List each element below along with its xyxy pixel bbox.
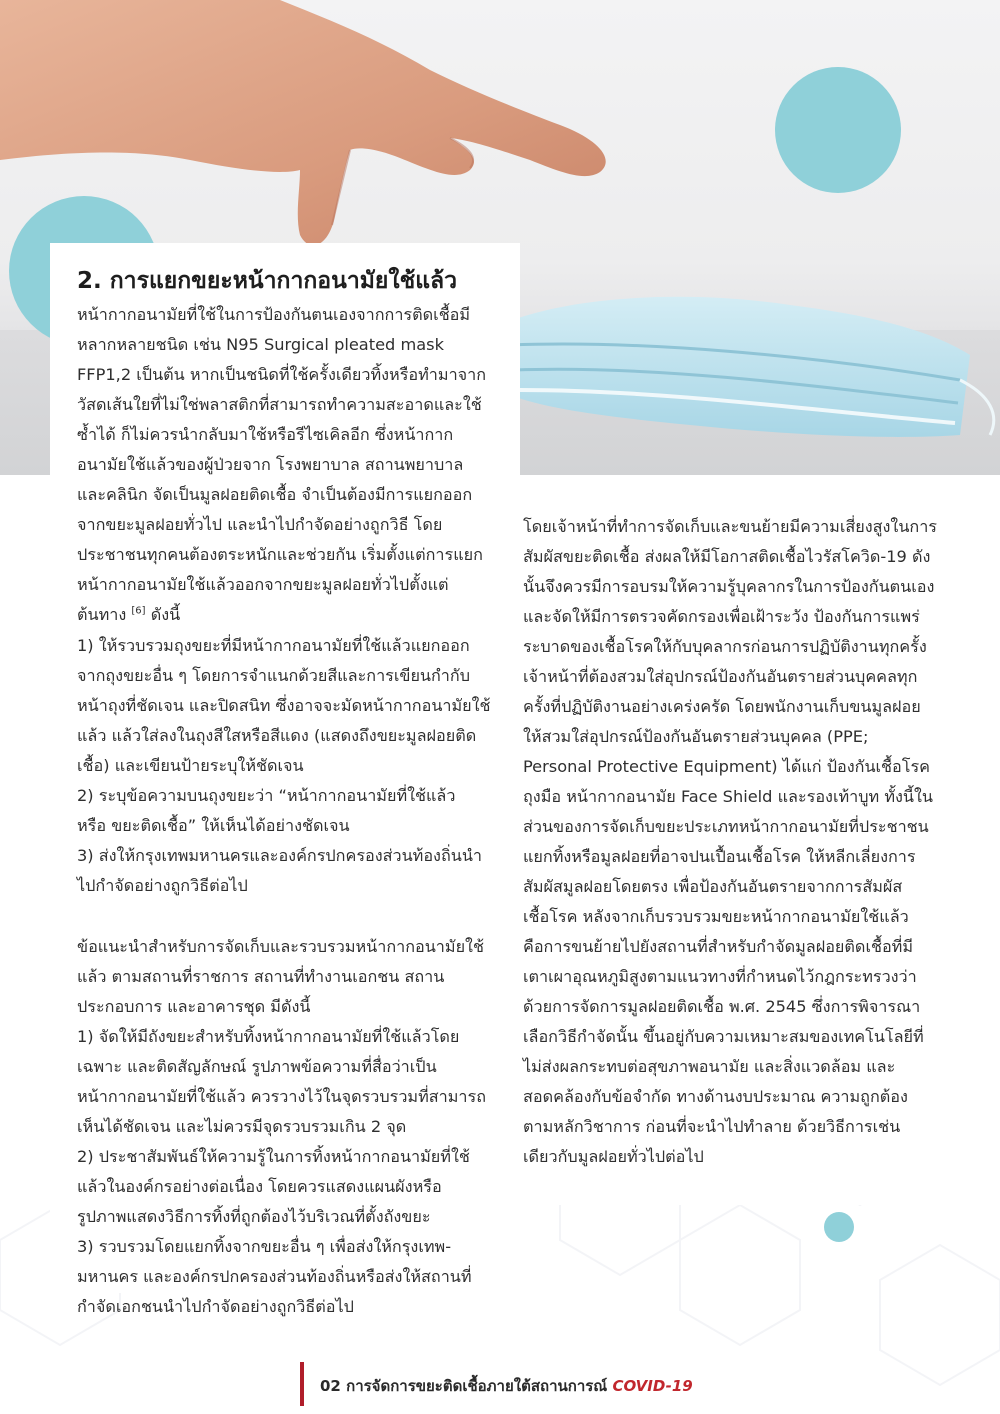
right-line: คือการขนย้ายไปยังสถานที่สำหรับกำจัดมูลฝอยติดเชื้อที่มี (523, 937, 914, 956)
footer-title-text: การจัดการขยะติดเชื้อภายใต้สถานการณ์ (346, 1377, 608, 1395)
step-line: 1) ให้รวบรวมถุงขยะที่มีหน้ากากอนามัยที่ใช้แล้วแยกออก (77, 636, 470, 655)
right-line: เลือกวิธีกำจัดนั้น ขึ้นอยู่กับความเหมาะสมของเทคโนโลยีที่ (523, 1027, 924, 1046)
right-line: สอดคล้องกับข้อจำกัด ทางด้านงบประมาณ ความถูกต้อง (523, 1087, 908, 1106)
intro-line: วัสดเส้นใยที่ไม่ใช่พลาสติกที่สามารถทำความสะอาดและใช้ (77, 395, 482, 414)
advice-line: 1) จัดให้มีถังขยะสำหรับทิ้งหน้ากากอนามัยที่ใช้แล้วโดย (77, 1027, 460, 1046)
footer-accent-bar (300, 1362, 304, 1406)
intro-paragraph (77, 300, 507, 630)
advice-line: แล้วในองค์กรอย่างต่อเนื่อง โดยควรแสดงแผนผังหรือ (77, 1177, 442, 1196)
advice-line: เฉพาะ และติดสัญลักษณ์ รูปภาพข้อความที่สื่อว่าเป็น (77, 1057, 437, 1076)
intro-line: หลากหลายชนิด เช่น N95 Surgical pleated mask (77, 335, 444, 354)
advice-line: กำจัดเอกชนนำไปกำจัดอย่างถูกวิธีต่อไป (77, 1297, 354, 1316)
intro-last-start: ต้นทาง (77, 605, 127, 624)
face-mask-illustration (490, 285, 1000, 465)
right-line: ส่วนของการจัดเก็บขยะประเภทหน้ากากอนามัยที่ประชาชน (523, 817, 929, 836)
page-number: 02 (320, 1377, 341, 1395)
advice-line: ข้อแนะนำสำหรับการจัดเก็บและรวบรวมหน้ากากอนามัยใช้ (77, 937, 484, 956)
reference-superscript: [6] (131, 605, 146, 617)
right-line: ด้วยการจัดการมูลฝอยติดเชื้อ พ.ศ. 2545 ซึ่งการพิจารณา (523, 997, 921, 1016)
advice-line: แล้ว ตามสถานที่ราชการ สถานที่ทำงานเอกชน สถาน (77, 967, 445, 986)
intro-line: ประชาชนทุกคนต้องตระหนักและช่วยกัน เริ่มตั้งแต่การแยก (77, 545, 483, 564)
right-line: เดียวกับมูลฝอยทั่วไปต่อไป (523, 1147, 704, 1166)
right-line: ระบาดของเชื้อโรคให้กับบุคลากรก่อนการปฏิบัติงานทุกครั้ง (523, 637, 927, 656)
advice-line: 3) รวบรวมโดยแยกทิ้งจากขยะอื่น ๆ เพื่อส่งให้กรุงเทพ- (77, 1237, 452, 1256)
intro-line: หน้ากากอนามัยที่ใช้ในการป้องกันตนเองจากการติดเชื้อมี (77, 305, 471, 324)
right-line: สัมผัสมูลฝอยโดยตรง เพื่อป้องกันอันตรายจากการสัมผัส (523, 877, 903, 896)
right-line: ถุงมือ หน้ากากอนามัย Face Shield และรองเท้าบูท ทั้งนี้ใน (523, 787, 933, 806)
right-line: ตามหลักวิชาการ ก่อนที่จะนำไปทำลาย ด้วยวิธีการเช่น (523, 1117, 901, 1136)
advice-line: ประกอบการ และอาคารชุด มีดังนี้ (77, 997, 311, 1016)
page-footer (300, 1362, 800, 1406)
right-line: ให้สวมใส่อุปกรณ์ป้องกันอันตรายส่วนบุคคล (PPE; (523, 727, 869, 746)
step-line: 2) ระบุข้อความบนถุงขยะว่า “หน้ากากอนามัยที่ใช้แล้ว (77, 786, 456, 805)
decorative-circle-bottom-right (824, 1212, 854, 1242)
steps-list (77, 631, 507, 901)
step-line: 3) ส่งให้กรุงเทพมหานครและองค์กรปกครองส่วนท้องถิ่นนำ (77, 846, 482, 865)
advice-line: หน้ากากอนามัยที่ใช้แล้ว ควรวางไว้ในจุดรวบรวมที่สามารถ (77, 1087, 487, 1106)
right-line: นั้นจึงควรมีการอบรมให้ความรู้บุคลากรในการป้องกันตนเอง (523, 577, 935, 596)
right-line: สัมผัสขยะติดเชื้อ ส่งผลให้มีโอกาสติดเชื้อไวรัสโควิด-19 ดัง (523, 547, 931, 566)
intro-line: และคลินิก จัดเป็นมูลฝอยติดเชื้อ จำเป็นต้องมีการแยกออก (77, 485, 473, 504)
section-heading: 2. การแยกขยะหน้ากากอนามัยใช้แล้ว (77, 268, 458, 294)
step-line: หรือ ขยะติดเชื้อ” ให้เห็นได้อย่างชัดเจน (77, 816, 350, 835)
intro-line: จากขยะมูลฝอยทั่วไป และนำไปกำจัดอย่างถูกวิธี โดย (77, 515, 443, 534)
right-line: และจัดให้มีการตรวจคัดกรองเพื่อเฝ้าระวัง ป้องกันการแพร่ (523, 607, 920, 626)
right-line: Personal Protective Equipment) ได้แก่ ป้องกันเชื้อโรค (523, 757, 930, 776)
step-line: แล้ว แล้วใส่ลงในถุงสีใสหรือสีแดง (แสดงถึงขยะมูลฝอยติด (77, 726, 477, 745)
advice-section (77, 932, 507, 1322)
advice-line: เห็นได้ชัดเจน และไม่ควรมีจุดรวบรวมเกิน 2 จุด (77, 1117, 407, 1136)
advice-line: 2) ประชาสัมพันธ์ให้ความรู้ในการทิ้งหน้ากากอนามัยที่ใช้ (77, 1147, 470, 1166)
step-line: ไปกำจัดอย่างถูกวิธีต่อไป (77, 876, 248, 895)
right-column-text (523, 512, 953, 1172)
advice-line: รูปภาพแสดงวิธีการทิ้งที่ถูกต้องไว้บริเวณที่ตั้งถังขยะ (77, 1207, 431, 1226)
decorative-circle-top-right (775, 67, 901, 193)
right-line: แยกทิ้งหรือมูลฝอยที่อาจปนเปื้อนเชื้อโรค ให้หลีกเลี่ยงการ (523, 847, 916, 866)
footer-title-accent: COVID-19 (612, 1377, 693, 1395)
step-line: จากถุงขยะอื่น ๆ โดยการจำแนกด้วยสีและการเขียนกำกับ (77, 666, 470, 685)
step-line: หน้าถุงที่ชัดเจน และปิดสนิท ซึ่งอาจจะมัดหน้ากากอนามัยใช้ (77, 696, 491, 715)
right-line: ครั้งที่ปฏิบัติงานอย่างเคร่งครัด โดยพนักงานเก็บขนมูลฝอย (523, 697, 921, 716)
footer-title (320, 1374, 693, 1398)
right-line: เจ้าหน้าที่ต้องสวมใส่อุปกรณ์ป้องกันอันตรายส่วนบุคคลทุก (523, 667, 918, 686)
intro-line: อนามัยใช้แล้วของผู้ป่วยจาก โรงพยาบาล สถานพยาบาล (77, 455, 464, 474)
step-line: เชื้อ) และเขียนป้ายระบุให้ชัดเจน (77, 756, 304, 775)
right-line: โดยเจ้าหน้าที่ทำการจัดเก็บและขนย้ายมีความเสี่ยงสูงในการ (523, 517, 937, 536)
right-line: เตาเผาอุณหภูมิสูงตามแนวทางที่กำหนดไว้กฎกระทรวงว่า (523, 967, 917, 986)
intro-line: ซ้ำได้ ก็ไม่ควรนำกลับมาใช้หรือรีไซเคิลอีก ซึ่งหน้ากาก (77, 425, 454, 444)
advice-line: มหานคร และองค์กรปกครองส่วนท้องถิ่นหรือส่งให้สถานที่ (77, 1267, 472, 1286)
intro-last-end: ดังนี้ (145, 605, 181, 624)
right-line: เชื้อโรค หลังจากเก็บรวบรวมขยะหน้ากากอนามัยใช้แล้ว (523, 907, 909, 926)
intro-line: หน้ากากอนามัยใช้แล้วออกจากขยะมูลฝอยทั่วไปตั้งแต่ (77, 575, 449, 594)
intro-line: FFP1,2 เป็นต้น หากเป็นชนิดที่ใช้ครั้งเดียวทิ้งหรือทำมาจาก (77, 365, 487, 384)
intro-line-last (77, 600, 507, 630)
right-line: ไม่ส่งผลกระทบต่อสุขภาพอนามัย และสิ่งแวดล้อม และ (523, 1057, 896, 1076)
